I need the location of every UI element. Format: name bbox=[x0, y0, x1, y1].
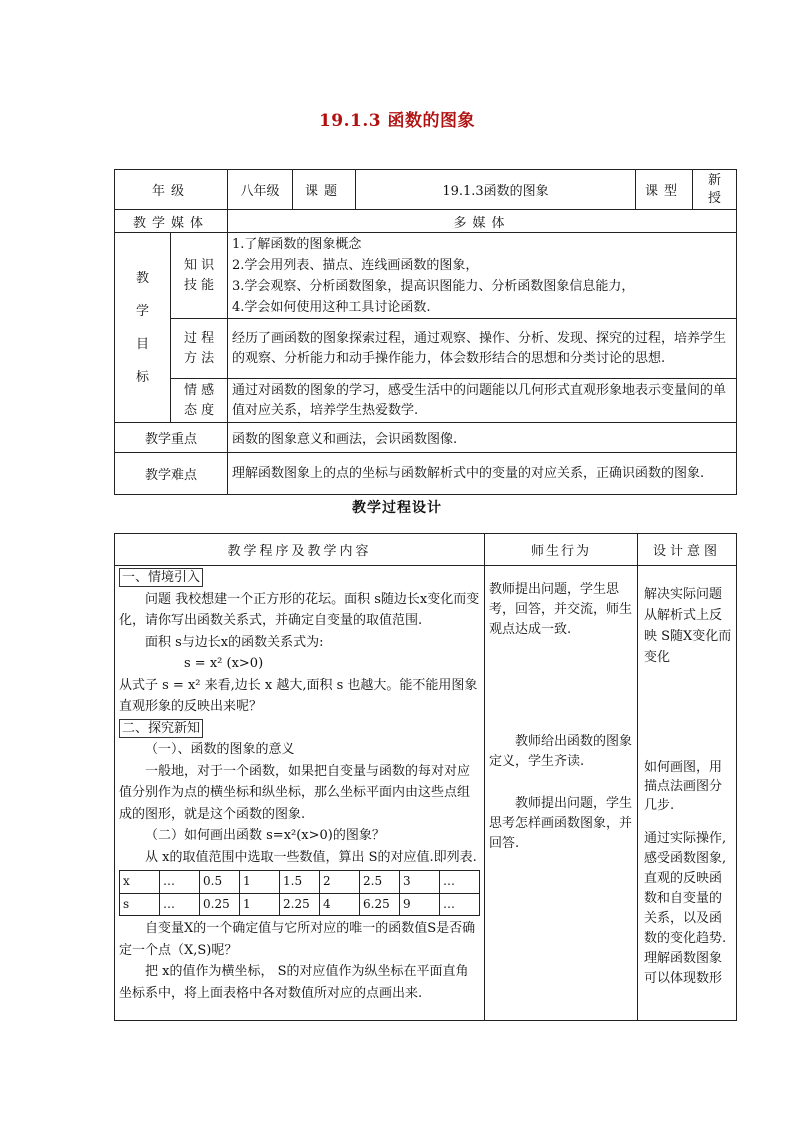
teaching-process-table bbox=[114, 533, 737, 1021]
col-header-intent: 设计意图 bbox=[638, 534, 737, 566]
goals-label: 教 学 目 标 bbox=[115, 233, 171, 423]
list-instruction: 从 x的取值范围中选取一些数值，算出 S的对应值.即列表. bbox=[145, 849, 477, 865]
process-method-label: 过 程 方 法 bbox=[171, 319, 228, 379]
point-question: 自变量X的一个确定值与它所对应的唯一的函数值S是否确定一个点（X,S)呢？ bbox=[119, 921, 476, 958]
section-title: 教学过程设计 bbox=[352, 500, 442, 516]
key-point-label: 教学重点 bbox=[115, 423, 228, 453]
knowledge-label: 知 识 技 能 bbox=[171, 233, 228, 319]
question-text: 从式子 s = x² 来看,边长 x 越大,面积 s 也越大。能不能用图象直观形象的反映出来呢？ bbox=[119, 677, 478, 714]
document-title: 19.1.3 函数的图象 bbox=[318, 111, 476, 131]
key-point-text: 函数的图象意义和画法，会识函数图像. bbox=[228, 423, 737, 453]
problem-text: 问题 我校想建一个正方形的花坛。面积 s随边长x变化而变化，请你写出函数关系式，并确定自变量的取值范围. bbox=[119, 591, 480, 628]
col-header-activity: 师生行为 bbox=[485, 534, 638, 566]
media-value: 多媒体 bbox=[228, 210, 737, 233]
activity-cell bbox=[485, 566, 638, 1021]
value-table bbox=[119, 870, 480, 916]
intent-1: 解决实际问题从解析式上反映 S随X变化而变化 bbox=[644, 587, 732, 665]
type-label: 课型 bbox=[636, 170, 693, 210]
type-value: 新 授 bbox=[693, 170, 737, 210]
col-header-content: 教学程序及教学内容 bbox=[115, 534, 485, 566]
media-label: 教学媒体 bbox=[115, 210, 228, 233]
intent-cell bbox=[638, 566, 737, 1021]
subheading-how-to-draw: （二）如何画出函数 s=x²(x>0)的图象？ bbox=[145, 828, 385, 843]
table-row: x … 0.5 1 1.5 2 2.5 3 … bbox=[120, 871, 480, 894]
subheading-meaning: （一）、函数的图象的意义 bbox=[145, 742, 295, 757]
activity-1: 教师提出问题，学生思考，回答，并交流，师生观点达成一致. bbox=[489, 582, 633, 637]
attitude-text: 通过对函数的图象的学习，感受生活中的问题能以几何形式直观形象地表示变量间的单值对应关系，培养学生热爱数学. bbox=[228, 379, 737, 423]
lesson-info-table bbox=[114, 169, 737, 495]
grade-label: 年级 bbox=[115, 170, 228, 210]
topic-label: 课题 bbox=[293, 170, 356, 210]
process-method-text: 经历了画函数的图象探索过程，通过观察、操作、分析、发现、探究的过程，培养学生的观察、分析能力和动手操作能力，体会数形结合的思想和分类讨论的思想. bbox=[228, 319, 737, 379]
definition-text: 一般地，对于一个函数，如果把自变量与函数的每对对应值分别作为点的横坐标和纵坐标，那么坐标平面内由这些点组成的图形，就是这个函数的图象. bbox=[119, 763, 471, 822]
table-row: s … 0.25 1 2.25 4 6.25 9 … bbox=[120, 893, 480, 916]
difficulty-label: 教学难点 bbox=[115, 453, 228, 495]
topic-value: 19.1.3函数的图象 bbox=[356, 170, 636, 210]
activity-2: 教师给出函数的图象定义，学生齐读. bbox=[489, 734, 633, 769]
intent-2: 如何画图，用描点法画图分几步. bbox=[644, 760, 723, 813]
intent-3: 通过实际操作,感受函数图象,直观的反映函数和自变量的关系，以及函数的变化趋势.理解函数图象可以体现数形 bbox=[644, 831, 727, 986]
formula-intro: 面积 s与边长x的函数关系式为: bbox=[145, 634, 324, 650]
plot-instruction: 把 x的值作为横坐标， S的对应值作为纵坐标在平面直角坐标系中，将上面表格中各对数值所对应的点画出来. bbox=[119, 964, 469, 1001]
activity-3: 教师提出问题，学生思考怎样画函数图象，并回答. bbox=[489, 796, 633, 851]
formula: s = x² (x>0) bbox=[184, 656, 264, 671]
difficulty-text: 理解函数图象上的点的坐标与函数解析式中的变量的对应关系，正确识函数的图象. bbox=[228, 453, 737, 495]
section-heading-intro: 一、情境引入 bbox=[119, 568, 203, 587]
attitude-label: 情 感 态 度 bbox=[171, 379, 228, 423]
section-heading-explore: 二、探究新知 bbox=[119, 719, 203, 738]
content-cell bbox=[115, 566, 485, 1021]
knowledge-items: 1.了解函数的图象概念 2.学会用列表、描点、连线画函数的图象， 3.学会观察、分析函数图象，提高识图能力、分析函数图象信息能力， 4.学会如何使用这种工具讨论函数. bbox=[228, 233, 737, 319]
grade-value: 八年级 bbox=[228, 170, 293, 210]
